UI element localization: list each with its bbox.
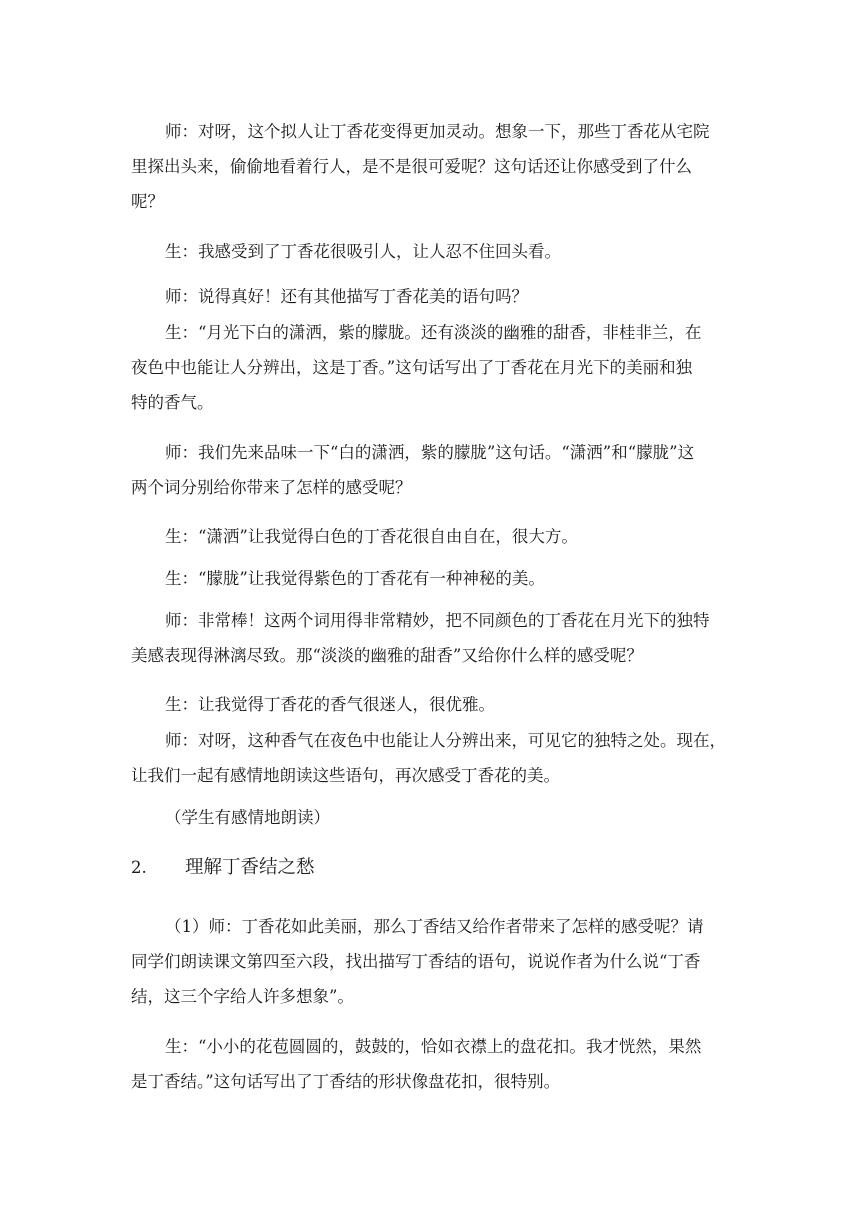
- text-line: 是丁香结。”这句话写出了丁香结的形状像盘花扣，很特别。: [131, 1072, 561, 1091]
- text-line: 师：说得真好！还有其他描写丁香花美的语句吗？: [165, 287, 528, 306]
- paragraph-student-button-knot: [131, 1029, 731, 1099]
- section-heading: [131, 853, 315, 883]
- paragraph-teacher-praise: [131, 279, 731, 314]
- text-line: 里探出头来，偷偷地看着行人，是不是很可爱呢？这句话还让你感受到了什么: [131, 157, 692, 176]
- text-line: 师：非常棒！这两个词用得非常精妙，把不同颜色的丁香花在月光下的独特: [165, 611, 710, 630]
- text-line: 特的香气。: [131, 393, 214, 412]
- text-line: 生：“朦胧”让我觉得紫色的丁香花有一种神秘的美。: [165, 569, 545, 588]
- text-line: 两个词分别给你带来了怎样的感受呢？: [131, 478, 412, 497]
- text-line: 生：“小小的花苞圆圆的，鼓鼓的，恰如衣襟上的盘花扣。我才恍然，果然: [165, 1037, 702, 1056]
- paragraph-teacher-read-aloud: [131, 723, 731, 793]
- heading-number: 2.: [131, 858, 147, 877]
- paragraph-teacher-savor: [131, 435, 731, 505]
- heading-title: 理解丁香结之愁: [185, 857, 315, 878]
- paragraph-dingxiangjie-question: [131, 909, 731, 1014]
- text-line: 同学们朗读课文第四至六段，找出描写丁香结的语句，说说作者为什么说“丁香: [131, 952, 701, 971]
- text-line: 生：“月光下白的潇洒，紫的朦胧。还有淡淡的幽雅的甜香，非桂非兰，在: [165, 323, 702, 342]
- paragraph-student-xiaosa: [131, 519, 731, 554]
- text-line: 美感表现得淋漓尽致。那“淡淡的幽雅的甜香”又给你什么样的感受呢？: [131, 646, 643, 665]
- text-line: 师：我们先来品味一下“白的潇洒，紫的朦胧”这句话。“潇洒”和“朦胧”这: [165, 443, 695, 462]
- text-line: （1）师：丁香花如此美丽，那么丁香结又给作者带来了怎样的感受呢？请: [165, 917, 704, 936]
- text-line: 师：对呀，这个拟人让丁香花变得更加灵动。想象一下，那些丁香花从宅院: [165, 122, 710, 141]
- paragraph-teacher-excellent: [131, 603, 731, 673]
- text-line: 结，这三个字给人许多想象”。: [131, 987, 354, 1006]
- text-line: （学生有感情地朗读）: [165, 808, 330, 827]
- paragraph-student-menglong: [131, 561, 731, 596]
- paragraph-student-fragrance: [131, 687, 731, 722]
- text-line: 生：“潇洒”让我觉得白色的丁香花很自由自在，很大方。: [165, 527, 578, 546]
- paragraph-student-moonlight: [131, 315, 731, 420]
- text-line: 生：我感受到了丁香花很吸引人，让人忍不住回头看。: [165, 242, 561, 261]
- text-line: 让我们一起有感情地朗读这些语句，再次感受丁香花的美。: [131, 766, 560, 785]
- text-line: 生：让我觉得丁香花的香气很迷人，很优雅。: [165, 695, 495, 714]
- text-line: 夜色中也能让人分辨出，这是丁香。”这句话写出了丁香花在月光下的美丽和独: [131, 358, 693, 377]
- paragraph-student-attraction: [131, 234, 731, 269]
- text-line: 呢？: [131, 192, 164, 211]
- paragraph-stage-direction: [131, 800, 731, 835]
- text-line: 师：对呀，这种香气在夜色中也能让人分辨出来，可见它的独特之处。现在，: [165, 731, 726, 750]
- paragraph-teacher-personification: [131, 114, 731, 219]
